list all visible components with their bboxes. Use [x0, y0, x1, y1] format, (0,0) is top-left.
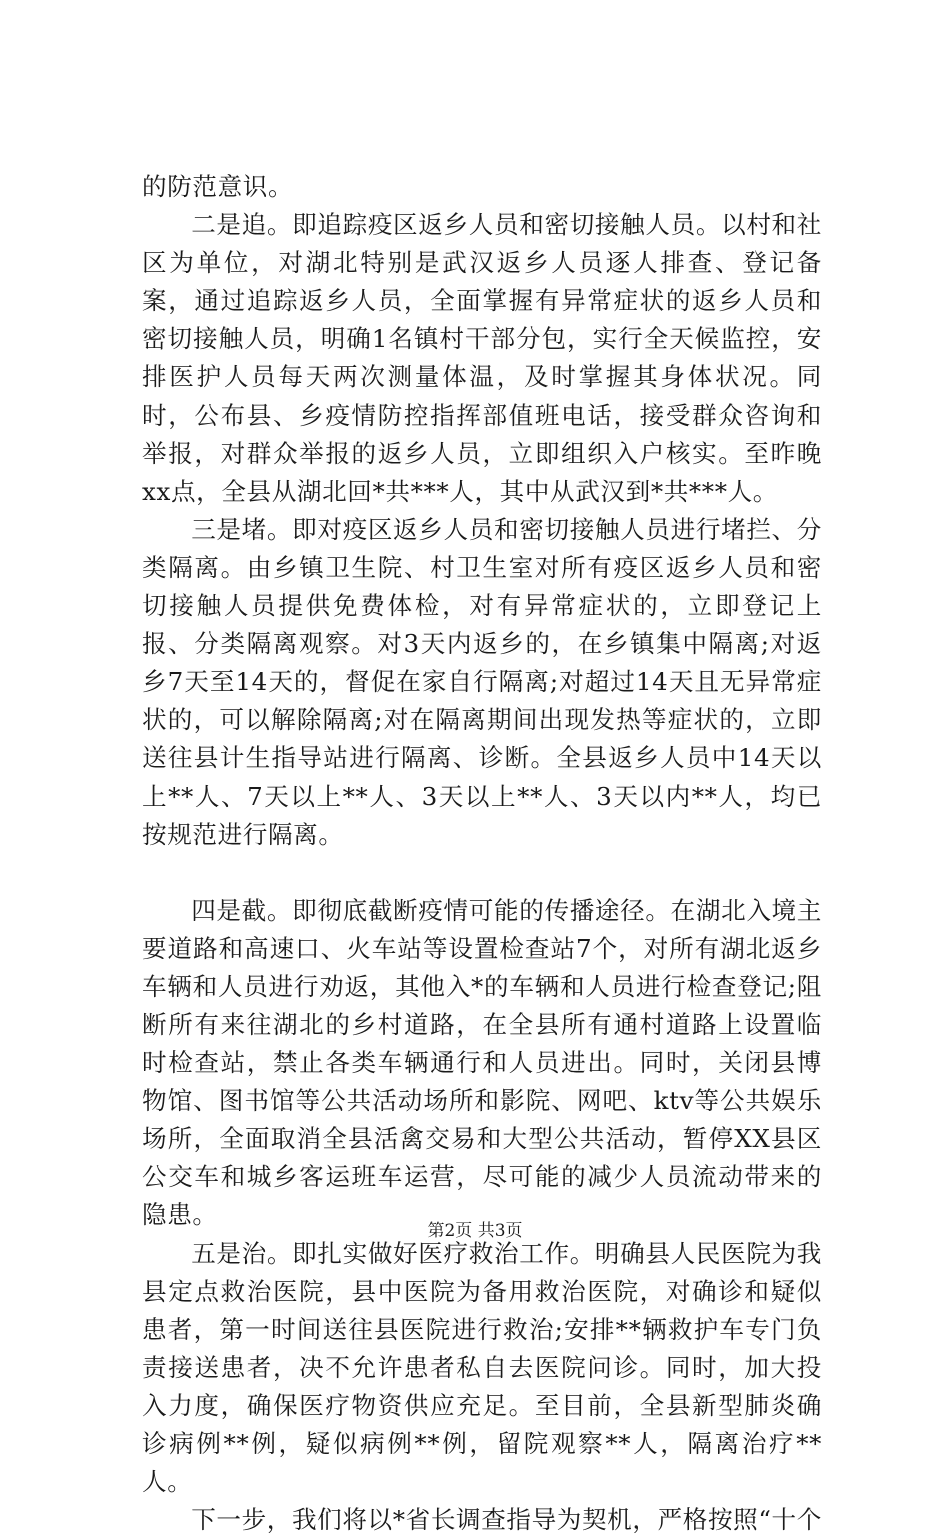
paragraph-5: 五是治。即扎实做好医疗救治工作。明确县人民医院为我县定点救治医院，县中医院为备用救治医院，对确诊和疑似患者，第一时间送往县医院进行救治;安排**辆救护车专门负责接送患者，决不允许患者私自去医院问诊。同时，加大投入力度，确保医疗物资供应充足。至目前，全县新型肺炎确诊病例**例，疑似病例**例，留院观察**人，隔离治疗**人。	[142, 1238, 822, 1497]
page-footer: 第2页 共3页	[427, 1221, 523, 1241]
document-body	[142, 168, 822, 1539]
paragraph-4: 四是截。即彻底截断疫情可能的传播途径。在湖北入境主要道路和高速口、火车站等设置检查站7个，对所有湖北返乡车辆和人员进行劝返，其他入*的车辆和人员进行检查登记;阻断所有来往湖北的乡村道路，在全县所有通村道路上设置临时检查站，禁止各类车辆通行和人员进出。同时，关闭县博物馆、图书馆等公共活动场所和影院、网吧、ktv等公共娱乐场所，全面取消全县活禽交易和大型公共活动，暂停XX县区公交车和城乡客运班车运营，尽可能的减少人员流动带来的隐患。	[142, 895, 822, 1230]
paragraph-6: 下一步，我们将以*省长调查指导为契机，严格按照“十个	[191, 1505, 822, 1535]
paragraph-3: 三是堵。即对疫区返乡人员和密切接触人员进行堵拦、分类隔离。由乡镇卫生院、村卫生室对所有疫区返乡人员和密切接触人员提供免费体检，对有异常症状的，立即登记上报、分类隔离观察。对3天内返乡的，在乡镇集中隔离;对返乡7天至14天的，督促在家自行隔离;对超过14天且无异常症状的，可以解除隔离;对在隔离期间出现发热等症状的，立即送往县计生指导站进行隔离、诊断。全县返乡人员中14天以上**人、7天以上**人、3天以上**人、3天以内**人，均已按规范进行隔离。	[142, 514, 822, 849]
paragraph-1: 的防范意识。	[142, 172, 294, 201]
paragraph-2: 二是追。即追踪疫区返乡人员和密切接触人员。以村和社区为单位，对湖北特别是武汉返乡人员逐人排查、登记备案，通过追踪返乡人员，全面掌握有异常症状的返乡人员和密切接触人员，明确1名镇村干部分包，实行全天候监控，安排医护人员每天两次测量体温，及时掌握其身体状况。同时，公布县、乡疫情防控指挥部值班电话，接受群众咨询和举报，对群众举报的返乡人员，立即组织入户核实。至昨晚xx点，全县从湖北回*共***人，其中从武汉到*共***人。	[142, 210, 822, 506]
